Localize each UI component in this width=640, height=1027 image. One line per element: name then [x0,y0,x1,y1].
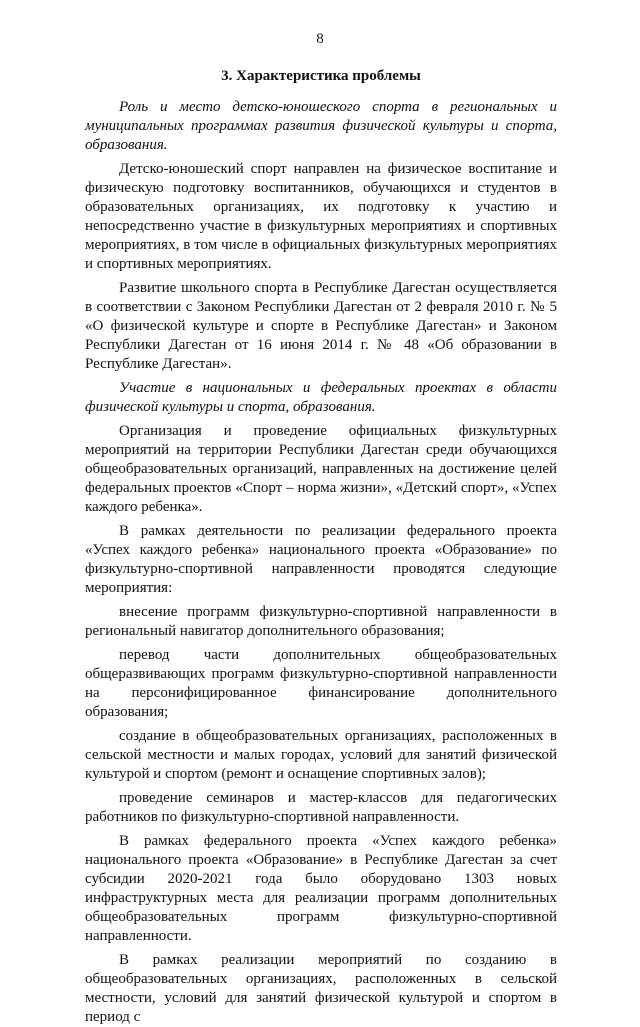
paragraph-subheading-projects: Участие в национальных и федеральных проектах в области физической культуры и спорта, образования. [85,380,557,415]
document-page [85,30,557,1027]
paragraph-infrastructure-places: В рамках федерального проекта «Успех каждого ребенка» национального проекта «Образование» в Республике Дагестан за счет субсидии 2020-2021 года было оборудовано 1303 новых инфраструктурных места для реализации программ дополнительных общеобразовательных программ физкультурно-спортивной направленности. [85,833,557,944]
paragraph-subheading-role: Роль и место детско-юношеского спорта в региональных и муниципальных программах развития физической культуры и спорта, образования. [85,99,557,153]
paragraph-rural-implementation: В рамках реализации мероприятий по созданию в общеобразовательных организациях, расположенных в сельской местности, условий для занятий физической культурой и спортом в период с [85,952,557,1025]
paragraph-event-organization: Организация и проведение официальных физкультурных мероприятий на территории Республики Дагестан среди обучающихся общеобразовательных организаций, направленных на достижение целей федеральных проектов «Спорт – норма жизни», «Детский спорт», «Успех каждого ребенка». [85,423,557,515]
list-item-navigator: внесение программ физкультурно-спортивной направленности в региональный навигатор дополнительного образования; [85,604,557,639]
paragraph-project-activities-intro: В рамках деятельности по реализации федерального проекта «Успех каждого ребенка» национального проекта «Образование» по физкультурно-спортивной направленности проводятся следующие мероприятия: [85,523,557,596]
paragraph-youth-sport-purpose: Детско-юношеский спорт направлен на физическое воспитание и физическую подготовку воспитанников, обучающихся и студентов в образовательных организациях, их подготовку к участию и непосредственно участие в физкультурных мероприятиях и спортивных мероприятиях, в том числе в официальных физкультурных мероприятиях и спортивных мероприятиях. [85,161,557,272]
paragraph-school-sport-laws: Развитие школьного спорта в Республике Дагестан осуществляется в соответствии с Законом Республики Дагестан от 2 февраля 2010 г. № 5 «О физической культуре и спорте в Республике Дагестан» и Законом Республики Дагестан от 16 июня 2014 г. № 48 «Об образовании в Республике Дагестан». [85,280,557,372]
list-item-seminars: проведение семинаров и мастер-классов для педагогических работников по физкультурно-спортивной направленности. [85,790,557,825]
page-number: 8 [316,31,324,47]
section-heading: 3. Характеристика проблемы [221,68,421,84]
list-item-personified-financing: перевод части дополнительных общеобразовательных общеразвивающих программ физкультурно-спортивной направленности на персонифицированное финансирование дополнительного образования; [85,647,557,720]
list-item-rural-conditions: создание в общеобразовательных организациях, расположенных в сельской местности и малых городах, условий для занятий физической культурой и спортом (ремонт и оснащение спортивных залов); [85,728,557,782]
